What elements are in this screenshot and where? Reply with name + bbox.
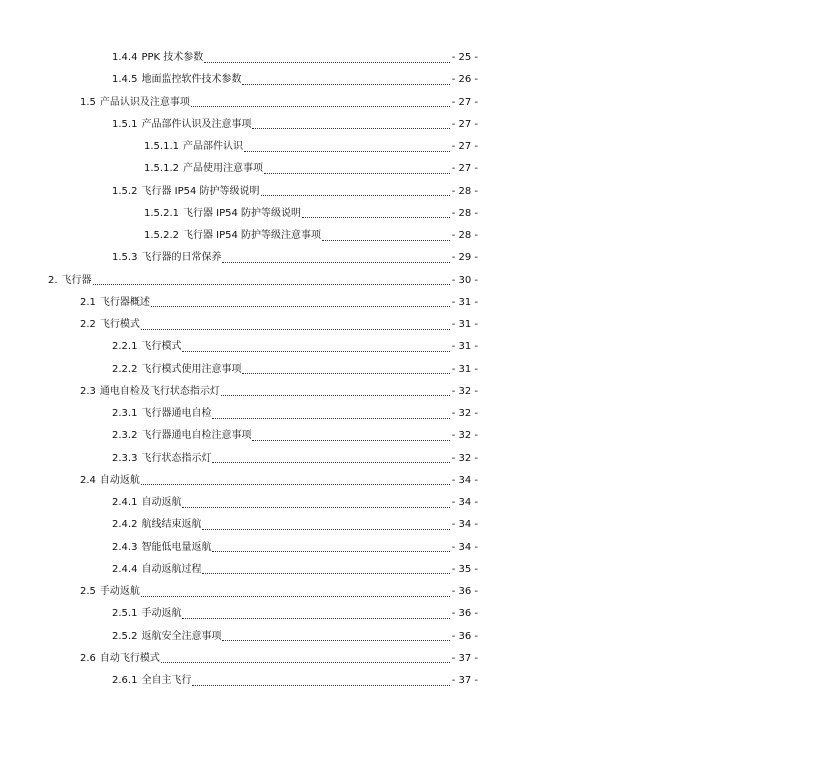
- toc-dot-leader: [141, 321, 450, 330]
- toc-entry-title: 飞行器: [61, 274, 92, 286]
- toc-dot-leader: [151, 298, 450, 307]
- toc-entry[interactable]: [112, 69, 478, 91]
- toc-entry-number: 1.4.5: [112, 74, 138, 86]
- toc-dot-leader: [252, 432, 449, 441]
- toc-dot-leader: [141, 476, 450, 485]
- toc-entry[interactable]: [112, 626, 478, 648]
- toc-entry-number: 1.4.4: [112, 52, 138, 63]
- toc-entry-page-number: - 32 -: [451, 452, 478, 464]
- toc-dot-leader: [182, 343, 449, 352]
- toc-entry-title: 自动返航过程: [141, 563, 202, 575]
- toc-entry[interactable]: [112, 559, 478, 581]
- toc-entry-page-number: - 37 -: [451, 652, 478, 664]
- toc-dot-leader: [242, 365, 449, 374]
- toc-entry-title: 产品部件认识: [183, 141, 243, 152]
- toc-entry[interactable]: [112, 448, 478, 470]
- toc-entry-title: 飞行模式: [99, 319, 140, 330]
- toc-entry-title: 产品部件认识及注意事项: [141, 118, 252, 130]
- toc-entry-page-number: - 34 -: [451, 497, 478, 508]
- toc-entry-number: 2.1: [80, 296, 96, 308]
- toc-entry-number: 2.4.4: [112, 563, 138, 575]
- toc-entry-page-number: - 27 -: [451, 141, 478, 152]
- toc-entry-page-number: - 27 -: [451, 163, 478, 175]
- toc-entry-number: 2.4: [80, 474, 96, 486]
- toc-entry[interactable]: [144, 158, 478, 180]
- toc-entry-page-number: - 28 -: [451, 207, 478, 219]
- toc-dot-leader: [161, 654, 450, 663]
- toc-entry-number: 2.: [48, 274, 58, 286]
- toc-entry[interactable]: [144, 225, 478, 247]
- toc-dot-leader: [182, 499, 449, 508]
- toc-entry[interactable]: [80, 381, 478, 403]
- toc-entry-number: 2.5: [80, 586, 96, 597]
- toc-entry-title: 飞行器 IP54 防护等级说明: [141, 185, 260, 197]
- toc-entry-page-number: - 32 -: [451, 385, 478, 397]
- toc-entry-page-number: - 30 -: [451, 274, 478, 286]
- toc-entry-title: 自动飞行模式: [99, 652, 160, 664]
- toc-entry-number: 1.5.2.2: [144, 230, 179, 241]
- toc-dot-leader: [192, 677, 449, 686]
- toc-entry-number: 2.4.3: [112, 541, 138, 553]
- toc-dot-leader: [322, 232, 450, 241]
- toc-entry-number: 2.3.3: [112, 452, 138, 464]
- toc-dot-leader: [141, 588, 450, 597]
- toc-entry-title: 自动返航: [141, 497, 182, 508]
- toc-entry-number: 2.4.2: [112, 519, 138, 531]
- toc-entry-page-number: - 28 -: [451, 185, 478, 197]
- toc-entry-page-number: - 36 -: [451, 586, 478, 597]
- toc-entry-number: 2.3.2: [112, 430, 138, 442]
- toc-entry-number: 2.5.2: [112, 630, 138, 642]
- toc-entry-page-number: - 28 -: [451, 230, 478, 241]
- toc-entry[interactable]: [80, 648, 478, 670]
- toc-dot-leader: [222, 254, 449, 263]
- toc-entry-title: 飞行器的日常保养: [141, 252, 222, 264]
- toc-entry[interactable]: [80, 292, 478, 314]
- toc-entry-title: 飞行器 IP54 防护等级说明: [183, 207, 302, 219]
- toc-entry[interactable]: [80, 470, 478, 492]
- toc-entry-page-number: - 35 -: [451, 563, 478, 575]
- toc-entry[interactable]: [112, 670, 478, 692]
- toc-entry-page-number: - 34 -: [451, 519, 478, 531]
- toc-entry-title: 飞行器通电自检: [141, 408, 212, 419]
- toc-entry-title: 航线结束返航: [141, 519, 202, 531]
- toc-entry-number: 1.5.2: [112, 185, 138, 197]
- toc-dot-leader: [221, 387, 450, 396]
- toc-dot-leader: [212, 543, 449, 552]
- toc-entry-page-number: - 34 -: [451, 474, 478, 486]
- toc-entry-page-number: - 31 -: [451, 363, 478, 375]
- toc-entry-page-number: - 26 -: [451, 74, 478, 86]
- toc-entry-number: 1.5.1.1: [144, 141, 179, 152]
- toc-entry[interactable]: [112, 492, 478, 514]
- toc-entry-title: 飞行器 IP54 防护等级注意事项: [183, 230, 322, 241]
- toc-entry[interactable]: [112, 403, 478, 425]
- toc-entry[interactable]: [112, 247, 478, 269]
- toc-entry-page-number: - 34 -: [451, 541, 478, 553]
- toc-entry-title: PPK 技术参数: [141, 52, 204, 63]
- toc-entry-number: 2.2.2: [112, 363, 138, 375]
- toc-entry-title: 通电自检及飞行状态指示灯: [99, 385, 220, 397]
- toc-entry-title: 自动返航: [99, 474, 140, 486]
- toc-entry-number: 1.5.3: [112, 252, 138, 264]
- toc-dot-leader: [202, 565, 449, 574]
- toc-entry[interactable]: [112, 114, 478, 136]
- toc-entry-number: 1.5.2.1: [144, 207, 179, 219]
- toc-entry-number: 2.3: [80, 385, 96, 397]
- toc-entry-title: 产品使用注意事项: [183, 163, 263, 175]
- toc-dot-leader: [182, 610, 449, 619]
- toc-entry-number: 1.5.1: [112, 118, 138, 130]
- toc-entry[interactable]: [112, 359, 478, 381]
- toc-entry-number: 2.2.1: [112, 341, 138, 353]
- toc-entry[interactable]: [80, 314, 478, 336]
- toc-entry-number: 2.6.1: [112, 675, 138, 686]
- toc-dot-leader: [204, 54, 449, 63]
- toc-dot-leader: [252, 120, 449, 129]
- toc-entry-title: 产品认识及注意事项: [99, 96, 190, 108]
- toc-entry-title: 飞行器概述: [99, 296, 150, 308]
- toc-entry-title: 飞行器通电自检注意事项: [141, 430, 252, 442]
- toc-entry-title: 全自主飞行: [141, 675, 192, 686]
- toc-entry[interactable]: [112, 336, 478, 358]
- toc-entry-page-number: - 29 -: [451, 252, 478, 264]
- toc-entry-title: 手动返航: [141, 608, 182, 620]
- toc-entry-title: 地面监控软件技术参数: [141, 74, 242, 86]
- toc-entry-page-number: - 27 -: [451, 96, 478, 108]
- toc-entry-page-number: - 36 -: [451, 630, 478, 642]
- toc-dot-leader: [191, 98, 450, 107]
- toc-entry[interactable]: [112, 425, 478, 447]
- toc-entry[interactable]: [80, 92, 478, 114]
- toc-entry[interactable]: [112, 47, 478, 69]
- toc-entry-number: 2.2: [80, 319, 96, 330]
- toc-entry-page-number: - 31 -: [451, 341, 478, 353]
- toc-dot-leader: [302, 209, 450, 218]
- toc-entry[interactable]: [112, 514, 478, 536]
- toc-dot-leader: [242, 76, 449, 85]
- toc-entry-page-number: - 32 -: [451, 430, 478, 442]
- toc-dot-leader: [202, 521, 449, 530]
- toc-entry-title: 返航安全注意事项: [141, 630, 222, 642]
- toc-entry-page-number: - 25 -: [451, 52, 478, 63]
- toc-entry-number: 2.6: [80, 652, 96, 664]
- toc-entry-number: 2.5.1: [112, 608, 138, 620]
- toc-entry-title: 飞行模式使用注意事项: [141, 363, 242, 375]
- toc-entry-number: 1.5.1.2: [144, 163, 179, 175]
- toc-entry[interactable]: [144, 136, 478, 158]
- toc-entry[interactable]: [80, 581, 478, 603]
- toc-dot-leader: [212, 410, 449, 419]
- toc-entry-page-number: - 27 -: [451, 118, 478, 130]
- toc-entry[interactable]: [144, 203, 478, 225]
- toc-entry-number: 2.3.1: [112, 408, 138, 419]
- toc-entry[interactable]: [112, 181, 478, 203]
- toc-entry-title: 手动返航: [99, 586, 140, 597]
- toc-entry[interactable]: [112, 537, 478, 559]
- toc-entry-page-number: - 31 -: [451, 296, 478, 308]
- toc-entry-page-number: - 36 -: [451, 608, 478, 620]
- toc-entry-number: 1.5: [80, 96, 96, 108]
- toc-entry-title: 智能低电量返航: [141, 541, 212, 553]
- toc-entry-page-number: - 31 -: [451, 319, 478, 330]
- toc-entry[interactable]: [48, 270, 478, 292]
- toc-entry-title: 飞行模式: [141, 341, 182, 353]
- toc-dot-leader: [261, 187, 450, 196]
- toc-dot-leader: [212, 454, 449, 463]
- toc-entry-page-number: - 32 -: [451, 408, 478, 419]
- toc-dot-leader: [264, 165, 450, 174]
- toc-dot-leader: [222, 632, 449, 641]
- toc-entry-number: 2.4.1: [112, 497, 138, 508]
- toc-entry[interactable]: [112, 603, 478, 625]
- toc-dot-leader: [244, 143, 450, 152]
- toc-dot-leader: [93, 276, 450, 285]
- toc-entry-title: 飞行状态指示灯: [141, 452, 212, 464]
- toc-entry-page-number: - 37 -: [451, 675, 478, 686]
